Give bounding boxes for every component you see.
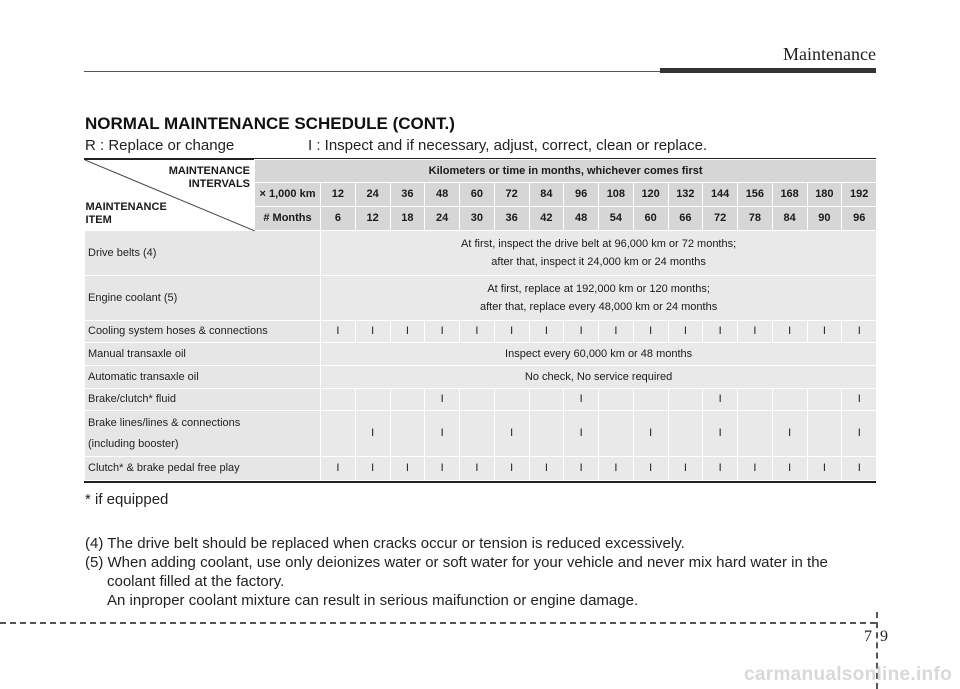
interval-mark: I [564,389,599,411]
row-item: Drive belts (4) [85,231,321,276]
interval-mark: I [633,457,668,481]
months-value: 66 [668,207,703,231]
interval-mark [807,389,842,411]
corner-intervals-label: MAINTENANCE INTERVALS [168,164,250,190]
header-rule-accent [660,68,876,73]
interval-mark: I [529,457,564,481]
km-value: 132 [668,183,703,207]
interval-mark [321,389,356,411]
months-value: 84 [772,207,807,231]
interval-mark: I [842,321,877,343]
months-value: 30 [460,207,495,231]
km-value: 180 [807,183,842,207]
km-value: 24 [355,183,390,207]
km-value: 60 [460,183,495,207]
interval-mark [321,411,356,457]
page-index: 9 [880,628,888,645]
interval-mark [807,411,842,457]
interval-mark: I [355,457,390,481]
note-5 [85,553,876,591]
interval-mark [529,411,564,457]
note-5-line2: coolant filled at the factory. [107,573,285,590]
table-row [85,231,877,276]
interval-mark [529,389,564,411]
interval-mark: I [842,457,877,481]
table-row [85,411,877,457]
row-item: Brake/clutch* fluid [85,389,321,411]
section-title: Maintenance [783,44,876,64]
legend-inspect: I : Inspect and if necessary, adjust, correct, clean or replace. [308,137,708,154]
km-value: 48 [425,183,460,207]
interval-mark [668,411,703,457]
table-row [85,343,877,366]
months-value: 60 [633,207,668,231]
interval-mark: I [494,411,529,457]
months-value: 96 [842,207,877,231]
row-note-line2: after that, replace every 48,000 km or 24 months [479,300,718,313]
interval-mark: I [355,411,390,457]
interval-mark: I [772,411,807,457]
row-note-line1: At first, replace at 192,000 km or 120 months; [487,282,710,295]
row-item [85,411,321,457]
interval-mark: I [425,457,460,481]
row-note-line1: At first, inspect the drive belt at 96,000 km or 72 months; [461,237,737,250]
km-value: 120 [633,183,668,207]
row-item-line2: (including booster) [88,437,179,450]
months-value: 78 [738,207,773,231]
table-row [85,366,877,389]
interval-mark [599,411,634,457]
interval-mark: I [599,321,634,343]
interval-mark [355,389,390,411]
interval-mark [494,389,529,411]
note-4: (4) The drive belt should be replaced when cracks occur or tension is reduced excessively. [85,535,685,552]
legend [85,137,708,154]
row-item: Clutch* & brake pedal free play [85,457,321,481]
months-value: 18 [390,207,425,231]
interval-mark: I [564,457,599,481]
interval-mark [738,411,773,457]
km-value: 36 [390,183,425,207]
km-value: 168 [772,183,807,207]
row-item: Cooling system hoses & connections [85,321,321,343]
km-value: 96 [564,183,599,207]
months-value: 42 [529,207,564,231]
footnote: * if equipped [85,491,169,508]
table-row [85,389,877,411]
interval-mark: I [738,457,773,481]
interval-mark [390,389,425,411]
page-heading: NORMAL MAINTENANCE SCHEDULE (CONT.) [85,114,455,133]
interval-mark: I [460,457,495,481]
interval-mark: I [529,321,564,343]
header-row-span [85,160,877,183]
interval-mark: I [599,457,634,481]
interval-mark: I [390,457,425,481]
interval-mark: I [355,321,390,343]
interval-mark [633,389,668,411]
interval-mark: I [460,321,495,343]
interval-mark [390,411,425,457]
interval-mark: I [668,321,703,343]
interval-mark: I [425,389,460,411]
interval-mark: I [633,321,668,343]
legend-replace: R : Replace or change [85,137,235,154]
months-value: 36 [494,207,529,231]
interval-mark: I [564,321,599,343]
interval-mark [460,389,495,411]
row-note: No check, No service required [321,366,877,389]
row-item-line1: Brake lines/lines & connections [88,416,241,429]
interval-mark: I [425,411,460,457]
header-rule [84,71,660,72]
table-row [85,457,877,481]
interval-mark [460,411,495,457]
interval-mark: I [772,457,807,481]
table-row [85,321,877,343]
months-value: 12 [355,207,390,231]
table-row [85,276,877,321]
interval-mark: I [321,321,356,343]
interval-mark: I [425,321,460,343]
interval-mark: I [390,321,425,343]
interval-mark: I [703,411,738,457]
interval-mark: I [772,321,807,343]
months-value: 48 [564,207,599,231]
months-value: 24 [425,207,460,231]
months-value: 90 [807,207,842,231]
corner-item-label: MAINTENANCE ITEM [85,201,167,226]
note-5-line1: (5) When adding coolant, use only deionizes water or soft water for your vehicle and never mix hard water in the [85,554,828,571]
km-value: 144 [703,183,738,207]
interval-mark: I [703,321,738,343]
footer-rule [0,622,876,624]
interval-mark: I [807,457,842,481]
interval-mark [668,389,703,411]
km-label: × 1,000 km [255,183,321,207]
interval-mark: I [807,321,842,343]
interval-mark: I [321,457,356,481]
row-item: Manual transaxle oil [85,343,321,366]
km-value: 108 [599,183,634,207]
interval-mark: I [494,321,529,343]
row-note-line2: after that, inspect it 24,000 km or 24 months [491,255,706,268]
months-value: 54 [599,207,634,231]
row-note [321,276,877,321]
table-bottom-rule [84,481,876,483]
interval-mark: I [738,321,773,343]
maintenance-schedule-table [84,159,877,481]
row-item: Automatic transaxle oil [85,366,321,389]
months-value: 72 [703,207,738,231]
page-number [860,628,892,646]
watermark: carmanualsonline.info [744,664,952,685]
km-value: 72 [494,183,529,207]
interval-mark: I [668,457,703,481]
row-note [321,231,877,276]
interval-mark: I [842,389,877,411]
page-chapter: 7 [864,628,872,645]
interval-mark: I [494,457,529,481]
row-item: Engine coolant (5) [85,276,321,321]
km-value: 84 [529,183,564,207]
interval-span-header: Kilometers or time in months, whichever comes first [255,160,877,183]
interval-mark: I [564,411,599,457]
interval-mark: I [842,411,877,457]
interval-mark: I [703,389,738,411]
km-value: 156 [738,183,773,207]
interval-mark [772,389,807,411]
note-5-line3: An inproper coolant mixture can result in serious maifunction or engine damage. [107,592,639,609]
km-value: 192 [842,183,877,207]
interval-mark: I [703,457,738,481]
months-value: 6 [321,207,356,231]
months-label: # Months [255,207,321,231]
interval-mark: I [633,411,668,457]
corner-cell [85,160,255,231]
km-value: 12 [321,183,356,207]
interval-mark [738,389,773,411]
interval-mark [599,389,634,411]
row-note: Inspect every 60,000 km or 48 months [321,343,877,366]
